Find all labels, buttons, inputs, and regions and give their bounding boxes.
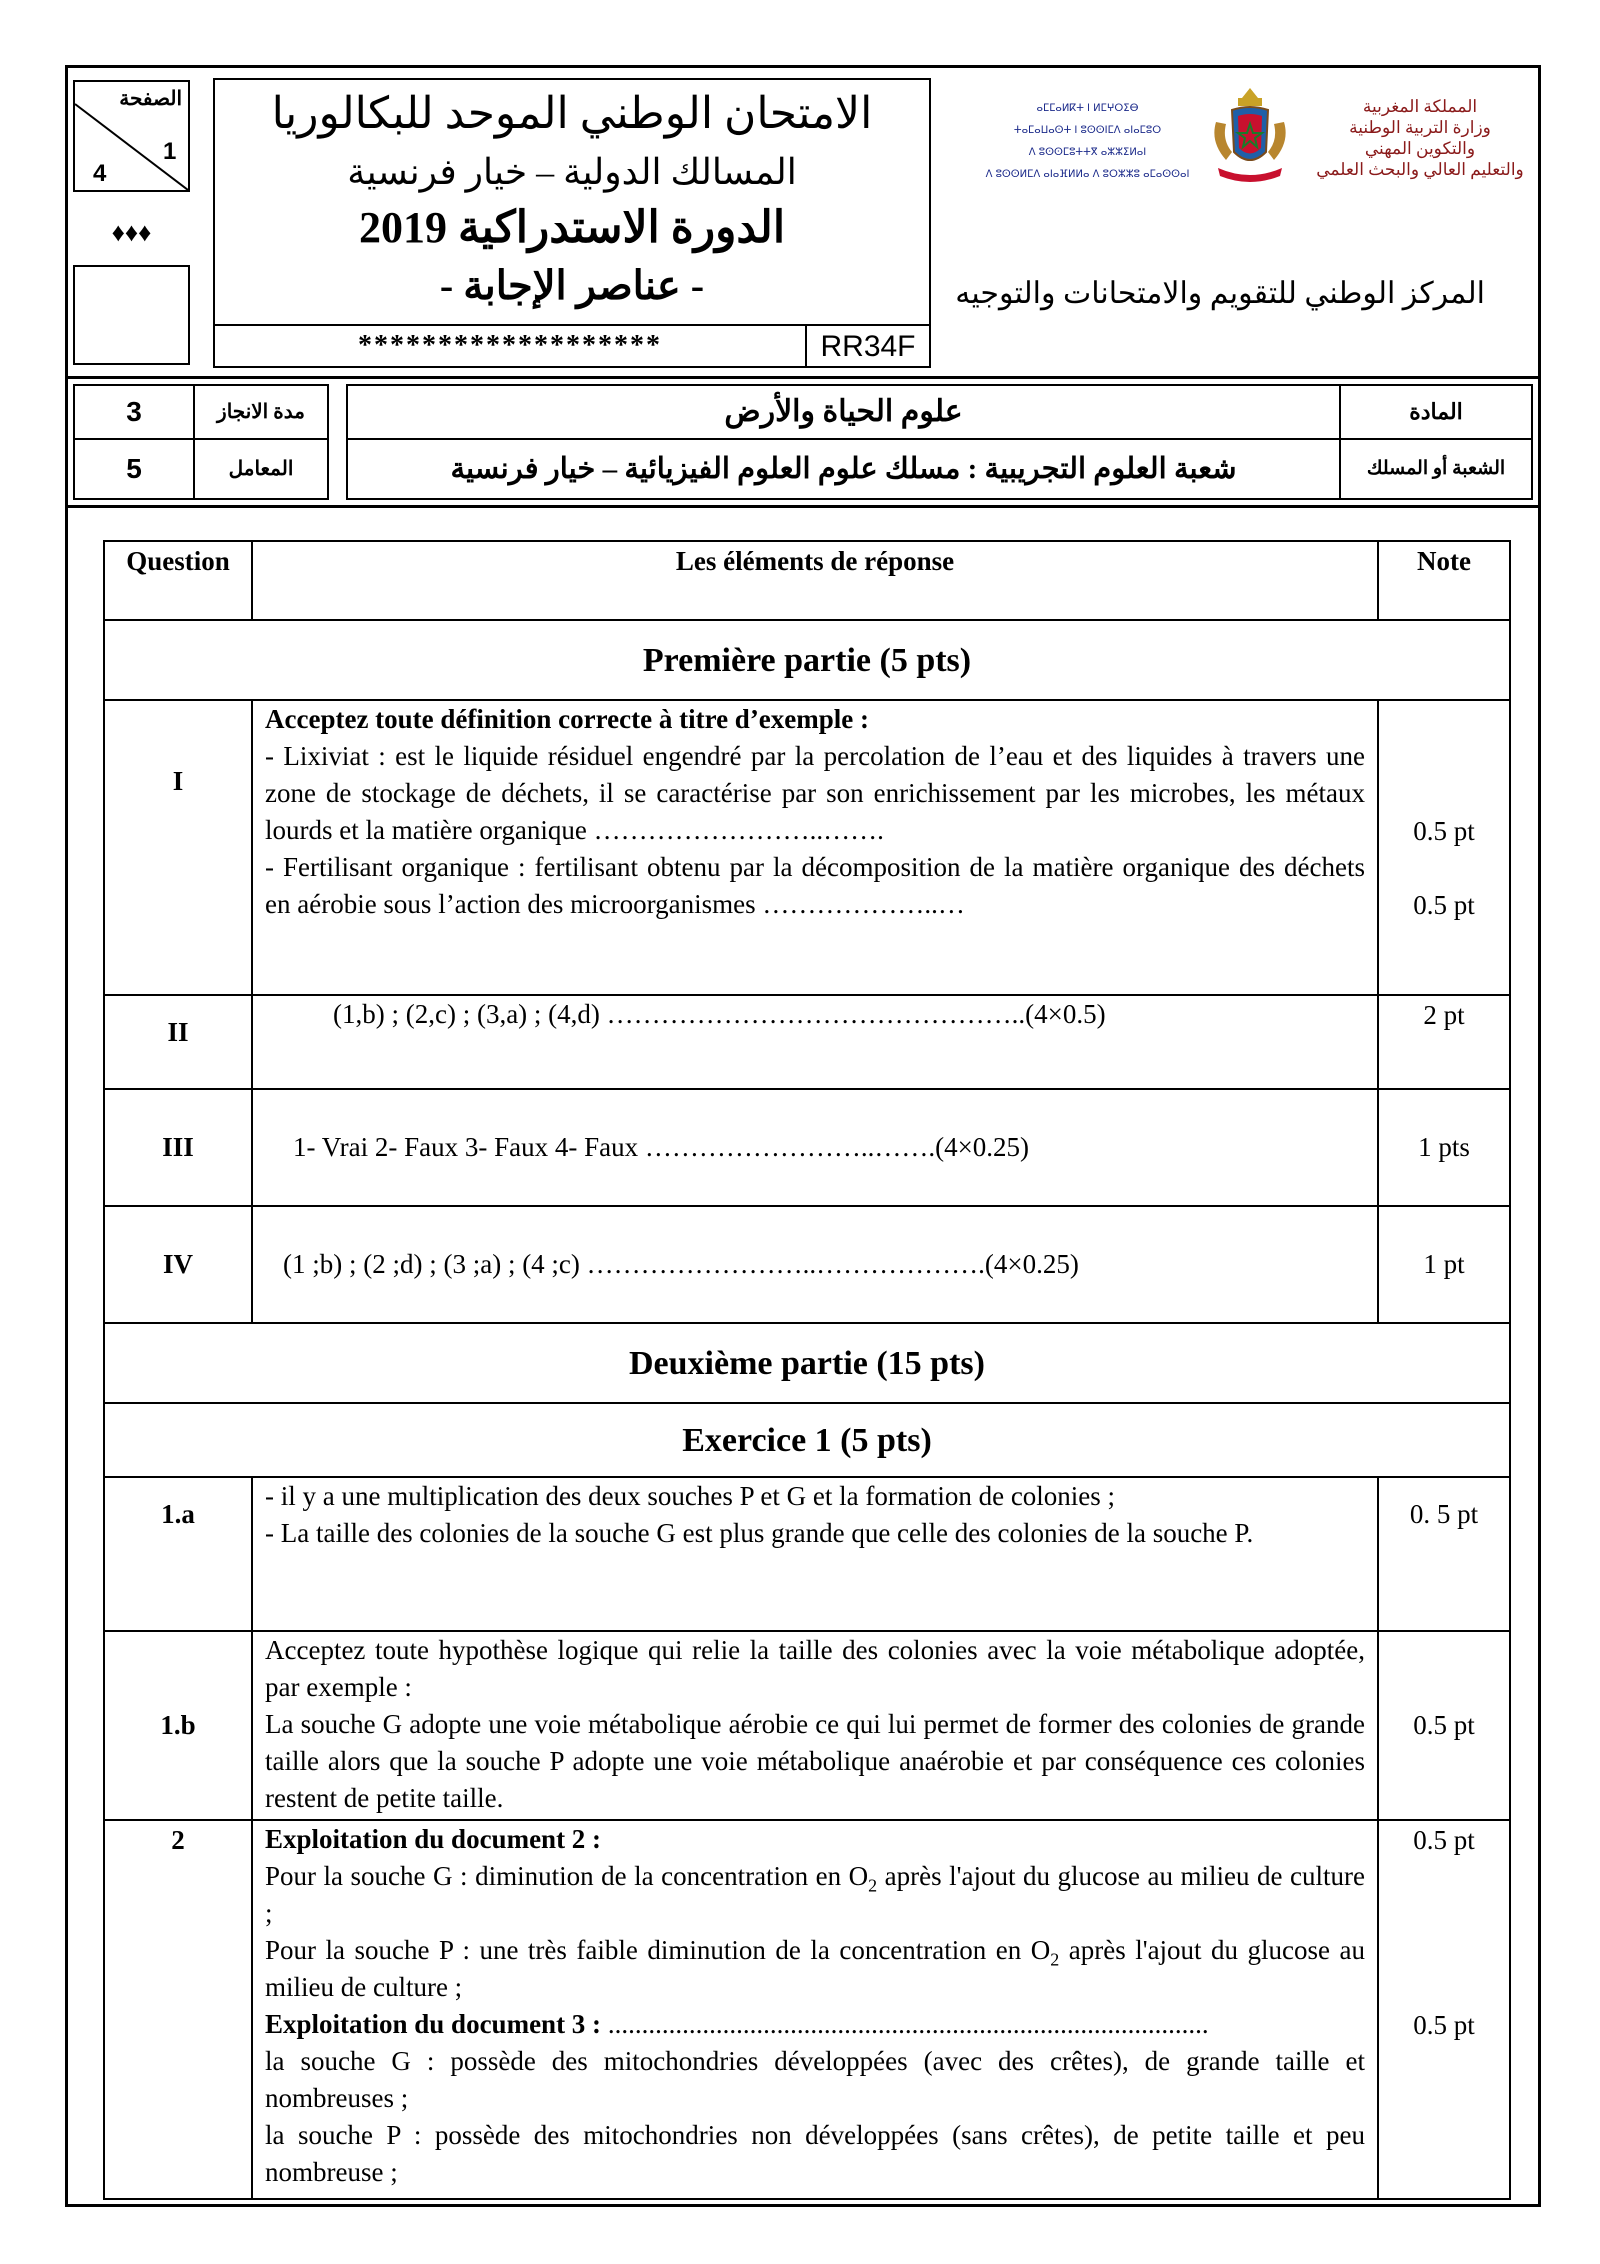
track-label-box <box>1339 438 1533 500</box>
answer-text <box>265 1932 1365 2006</box>
doc2-souche-p-end: après l'ajout du glucose au milieu de culture ; <box>265 1935 1366 2002</box>
stars-line: ******************* <box>358 330 662 361</box>
answer-cell <box>252 1820 1378 2199</box>
table-row <box>104 1089 1510 1206</box>
note-value: 0.5 pt <box>1378 1631 1510 1820</box>
track-label: الشعبة أو المسلك <box>1366 458 1506 479</box>
table-row <box>104 700 1510 995</box>
page-label: الصفحة <box>119 88 182 110</box>
answer-text <box>265 1858 1365 1932</box>
page-number: 1 <box>163 138 177 165</box>
duration-value-box <box>73 384 195 440</box>
duration-label: مدة الانجاز <box>217 401 305 423</box>
note-value: 1 pts <box>1378 1089 1510 1206</box>
ministry-name: وزارة التربية الوطنية <box>1349 118 1491 137</box>
track-value-box <box>346 438 1341 500</box>
question-id: II <box>104 995 252 1089</box>
coef-value-box <box>73 438 195 500</box>
duration-label-box <box>193 384 329 440</box>
note-value: 2 pt <box>1378 995 1510 1089</box>
answer-text: 1- Vrai 2- Faux 3- Faux 4- Faux ……………………..…….(4×0.25) <box>252 1089 1378 1206</box>
answer-intro: Acceptez toute définition correcte à titre d’exemple : <box>265 704 870 734</box>
exam-track-subtitle: المسالك الدولية – خيار فرنسية <box>347 152 797 192</box>
col-note-header: Note <box>1378 541 1510 620</box>
answer-table <box>103 540 1511 2200</box>
page-total: 4 <box>93 160 107 187</box>
question-id: III <box>104 1089 252 1206</box>
exercise1-row <box>104 1403 1510 1477</box>
doc3-dots: ......................................................................................... <box>601 2009 1209 2039</box>
tifinagh-line: ⴷ ⵓⵙⵙⵎⵓⵜⵜⴳ ⴰⵣⵣⵉⵍⴰⵏ <box>1028 147 1147 158</box>
code-bar <box>213 324 931 368</box>
tifinagh-block <box>975 98 1200 186</box>
part2-row <box>104 1323 1510 1403</box>
o2-subscript: 2 <box>1050 1949 1060 1970</box>
table-row <box>104 1206 1510 1323</box>
answer-text: - Lixiviat : est le liquide résiduel engendré par la percolation de l’eau et des liquides à travers une zone de stockage de déchets, il se caractérise par son enrichissement par les microbes, les métaux lourds et la matière organique ……………………..……. <box>265 741 1365 845</box>
coef-label: المعامل <box>228 458 294 480</box>
subject-label-box <box>1339 384 1533 440</box>
subject-value: علوم الحياة والأرض <box>724 395 963 428</box>
answer-cell <box>252 1631 1378 1820</box>
note-value: 0.5 pt <box>1413 890 1475 920</box>
note-cell <box>1378 700 1510 995</box>
exam-title: الامتحان الوطني الموحد للبكالوريا <box>271 89 873 138</box>
kingdom-emblem-icon <box>1208 82 1292 186</box>
doc2-title: Exploitation du document 2 : <box>265 1824 602 1854</box>
table-header-row <box>104 541 1510 620</box>
note-value: 1 pt <box>1378 1206 1510 1323</box>
duration-value: 3 <box>126 396 142 427</box>
answer-text: la souche P : possède des mitochondries non développées (sans crêtes), de petite taille et peu nombreuse ; <box>265 2120 1365 2187</box>
doc2-souche-g: Pour la souche G : diminution de la concentration en O <box>265 1861 869 1891</box>
o2-subscript: 2 <box>868 1875 878 1896</box>
tifinagh-line: ⵜⴰⵎⴰⵡⴰⵙⵜ ⵏ ⵓⵙⵙⵏⵎⴷ ⴰⵏⴰⵎⵓⵔ <box>1013 125 1162 136</box>
answer-text: - il y a une multiplication des deux souches P et G et la formation de colonies ; <box>265 1481 1116 1511</box>
col-question-header: Question <box>104 541 252 620</box>
ministry-name-3: والتعليم العالي والبحث العلمي <box>1316 160 1524 179</box>
exam-code: RR34F <box>820 330 916 363</box>
title-box <box>213 78 931 326</box>
track-value: شعبة العلوم التجريبية : مسلك علوم العلوم الفيزيائية – خيار فرنسية <box>450 453 1237 485</box>
answer-text <box>265 2006 1365 2043</box>
table-row <box>104 1477 1510 1631</box>
question-id: 2 <box>104 1820 252 2199</box>
answer-text: La souche G adopte une voie métabolique aérobie ce qui lui permet de former des colonies de grande taille alors que la souche P adopte une voie métabolique anaérobie et par conséquence ces colonies restent de petite taille. <box>265 1709 1365 1813</box>
page-marks: ♦♦♦ <box>111 218 152 247</box>
answer-text: (1,b) ; (2,c) ; (3,a) ; (4,d) ………………………………………..(4×0.5) <box>252 995 1378 1089</box>
table-row <box>104 995 1510 1089</box>
blank-box <box>73 265 190 365</box>
table-row <box>104 1631 1510 1820</box>
coef-label-box <box>193 438 329 500</box>
answer-text: la souche G : possède des mitochondries développées (avec des crêtes), de grande taille et nombreuses ; <box>265 2046 1365 2113</box>
header-rule-bottom <box>65 505 1541 508</box>
note-cell <box>1378 1820 1510 2199</box>
table-row <box>104 1820 1510 2199</box>
subject-label: المادة <box>1409 399 1463 424</box>
answer-cell <box>252 1477 1378 1631</box>
answer-text: Acceptez toute hypothèse logique qui relie la taille des colonies avec la voie métabolique adoptée, par exemple : <box>265 1635 1365 1702</box>
tifinagh-line: ⴰⵎⵎⴰⵍⴽⵜ ⵏ ⵍⵎⵖⵔⵉⴱ <box>1036 103 1139 114</box>
part1-row <box>104 620 1510 700</box>
part2-title: Deuxième partie (15 pts) <box>104 1323 1510 1403</box>
answer-text: - Fertilisant organique : fertilisant obtenu par la décomposition de la matière organique des déchets en aérobie sous l’action des microorganismes ………………..… <box>265 852 1365 919</box>
question-id: I <box>104 700 252 995</box>
note-value: 0.5 pt <box>1413 1825 1475 1855</box>
part1-title: Première partie (5 pts) <box>104 620 1510 700</box>
exam-session: الدورة الاستدراكية 2019 <box>358 203 786 252</box>
page-number-box <box>73 80 190 192</box>
doc-type: - عناصر الإجابة - <box>439 263 705 308</box>
answer-text: (1 ;b) ; (2 ;d) ; (3 ;a) ; (4 ;c) ……………………..……………….(4×0.25) <box>252 1206 1378 1323</box>
note-value: 0. 5 pt <box>1378 1477 1510 1631</box>
ministry-name-2: والتكوين المهني <box>1364 139 1476 158</box>
coef-value: 5 <box>126 453 142 484</box>
note-value: 0.5 pt <box>1413 816 1475 846</box>
question-id: 1.b <box>104 1631 252 1820</box>
tifinagh-line: ⴷ ⵓⵙⵙⵍⵎⴷ ⴰⵏⴰⴼⵍⵍⴰ ⴷ ⵓⵔⵣⵣⵓ ⴰⵎⴰⵙⵙⴰⵏ <box>985 169 1190 180</box>
doc2-souche-p: Pour la souche P : une très faible diminution de la concentration en O <box>265 1935 1051 1965</box>
answer-text: - La taille des colonies de la souche G est plus grande que celle des colonies de la souche P. <box>265 1518 1254 1548</box>
header-rule-top <box>65 376 1541 379</box>
subject-value-box <box>346 384 1341 440</box>
question-id: 1.a <box>104 1477 252 1631</box>
doc3-title: Exploitation du document 3 : <box>265 2009 602 2039</box>
kingdom-name: المملكة المغربية <box>1362 97 1478 116</box>
answer-cell <box>252 700 1378 995</box>
question-id: IV <box>104 1206 252 1323</box>
doc2-souche-g-end: après l'ajout du glucose au milieu de culture ; <box>265 1861 1365 1928</box>
col-elements-header: Les éléments de réponse <box>252 541 1378 620</box>
center-name: المركز الوطني للتقويم والامتحانات والتوجيه <box>955 277 1485 310</box>
exercise1-title: Exercice 1 (5 pts) <box>104 1403 1510 1477</box>
ministry-block <box>1310 96 1530 180</box>
note-value: 0.5 pt <box>1413 2010 1475 2040</box>
